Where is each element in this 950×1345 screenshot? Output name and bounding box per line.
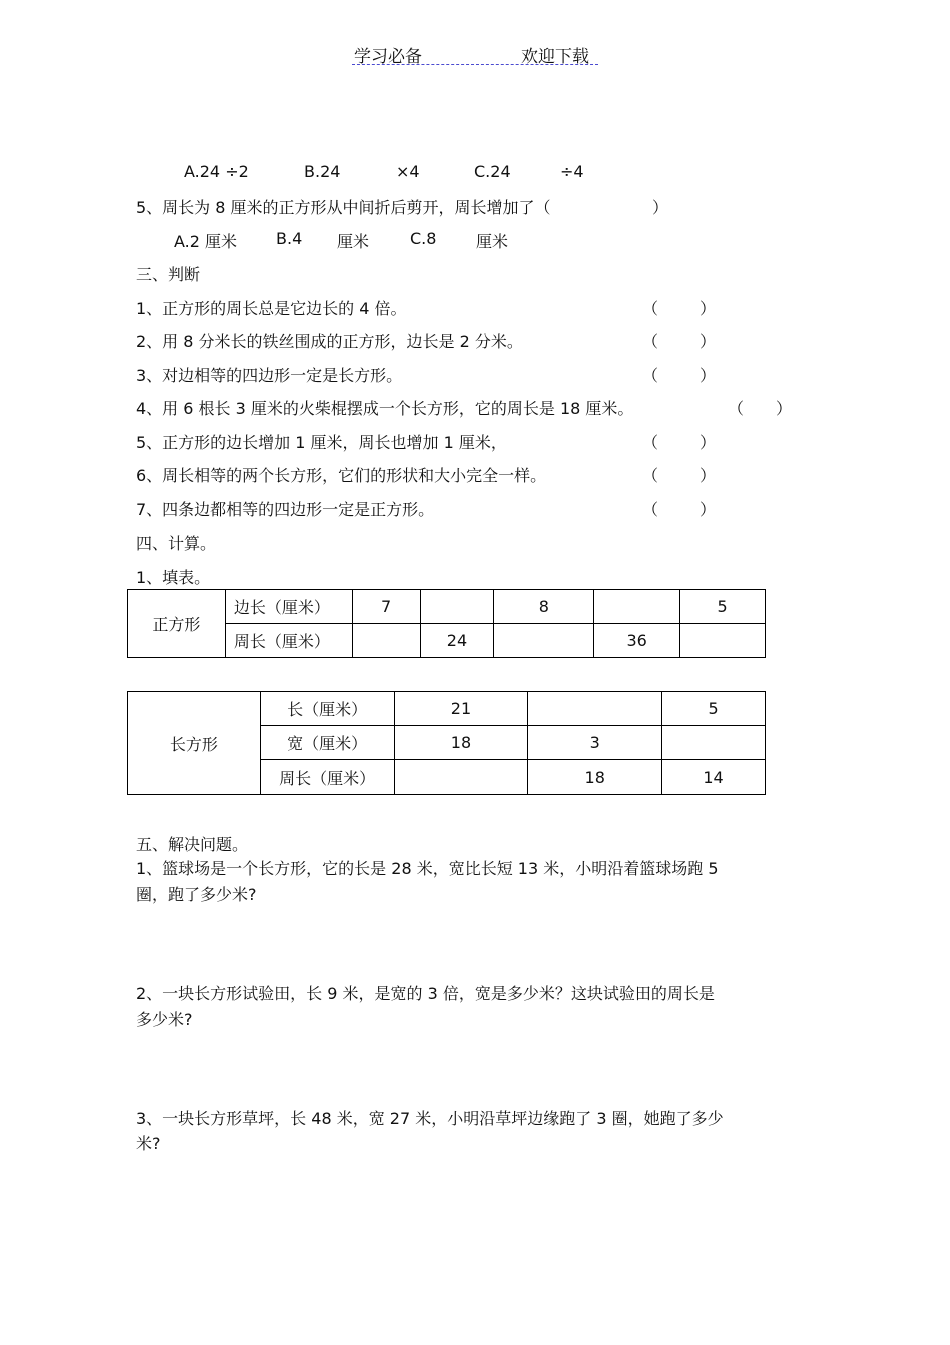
section4-sub1: 1、填表。 [136, 568, 211, 587]
judge-paren-open: （ [642, 299, 659, 318]
problem-1-line2: 圈，跑了多少米? [136, 885, 257, 904]
judge-paren-open: （ [642, 433, 659, 452]
judge-paren-open: （ [728, 399, 745, 418]
row-header: 周长（厘米） [225, 624, 352, 658]
table-row [128, 590, 766, 624]
problem-3-line1: 3、一块长方形草坪，长 48 米，宽 27 米，小明沿草坪边缘跑了 3 圈，她跑了多少 [136, 1109, 724, 1128]
table-cell [420, 590, 494, 624]
problem-2-line1: 2、一块长方形试验田，长 9 米，是宽的 3 倍，宽是多少米？这块试验田的周长是 [136, 984, 715, 1003]
q5-option-b: B.4 [276, 229, 303, 248]
judge-item-1: 1、正方形的周长总是它边长的 4 倍。 [136, 299, 407, 318]
judge-item-5: 5、正方形的边长增加 1 厘米，周长也增加 1 厘米， [136, 433, 507, 452]
table-cell [528, 692, 662, 726]
problem-1-line1: 1、篮球场是一个长方形，它的长是 28 米，宽比长短 13 米，小明沿着篮球场跑 5 [136, 859, 719, 878]
table-cell: 18 [528, 760, 662, 795]
row-header: 边长（厘米） [225, 590, 352, 624]
judge-paren-open: （ [642, 332, 659, 351]
rectangle-table [127, 691, 766, 795]
q5-option-a: A.2 厘米 [174, 232, 238, 251]
table-cell: 21 [394, 692, 528, 726]
table-cell: 3 [528, 726, 662, 760]
problem-3-line2: 米? [136, 1134, 161, 1153]
square-table [127, 589, 766, 658]
judge-paren-close: ） [700, 299, 717, 318]
row-header: 长（厘米） [260, 692, 394, 726]
q4-option-b: B.24 [304, 162, 341, 181]
judge-item-7: 7、四条边都相等的四边形一定是正方形。 [136, 500, 435, 519]
table-cell: 5 [680, 590, 766, 624]
table-cell [394, 760, 528, 795]
header-right-text: 欢迎下载 [521, 47, 589, 67]
table-cell [680, 624, 766, 658]
judge-item-3: 3、对边相等的四边形一定是长方形。 [136, 366, 403, 385]
rectangle-table-label: 长方形 [128, 692, 261, 795]
judge-paren-open: （ [642, 466, 659, 485]
table-cell: 8 [494, 590, 594, 624]
q5-paren-close: ） [652, 198, 669, 217]
table-row [128, 692, 766, 726]
judge-paren-open: （ [642, 366, 659, 385]
judge-paren-open: （ [642, 500, 659, 519]
square-table-label: 正方形 [128, 590, 226, 658]
table-cell: 7 [352, 590, 420, 624]
table-cell: 18 [394, 726, 528, 760]
judge-paren-close: ） [700, 433, 717, 452]
table-cell: 14 [662, 760, 766, 795]
judge-item-6: 6、周长相等的两个长方形，它们的形状和大小完全一样。 [136, 466, 547, 485]
table-cell: 24 [420, 624, 494, 658]
section4-title: 四、计算。 [136, 534, 217, 553]
table-cell: 36 [594, 624, 680, 658]
header-left-text: 学习必备 [354, 47, 422, 67]
section5-title: 五、解决问题。 [136, 835, 249, 854]
q5-option-b-unit: 厘米 [337, 232, 370, 251]
row-header: 周长（厘米） [260, 760, 394, 795]
table-cell [494, 624, 594, 658]
judge-paren-close: ） [776, 399, 793, 418]
q4-option-b-operator: ×4 [396, 162, 420, 181]
judge-item-4: 4、用 6 根长 3 厘米的火柴棍摆成一个长方形，它的周长是 18 厘米。 [136, 399, 634, 418]
q4-option-a: A.24 ÷2 [184, 162, 249, 181]
judge-paren-close: ） [700, 332, 717, 351]
q5-option-c-unit: 厘米 [476, 232, 509, 251]
q4-option-c-operator: ÷4 [560, 162, 584, 181]
judge-item-2: 2、用 8 分米长的铁丝围成的正方形，边长是 2 分米。 [136, 332, 523, 351]
header-dashed-underline [352, 64, 598, 65]
section3-title: 三、判断 [136, 265, 201, 284]
row-header: 宽（厘米） [260, 726, 394, 760]
q5-text: 5、周长为 8 厘米的正方形从中间折后剪开，周长增加了（ [136, 198, 551, 217]
judge-paren-close: ） [700, 466, 717, 485]
table-cell [594, 590, 680, 624]
q4-option-c: C.24 [474, 162, 511, 181]
table-cell: 5 [662, 692, 766, 726]
problem-2-line2: 多少米? [136, 1010, 193, 1029]
table-cell [662, 726, 766, 760]
judge-paren-close: ） [700, 366, 717, 385]
judge-paren-close: ） [700, 500, 717, 519]
table-cell [352, 624, 420, 658]
q5-option-c: C.8 [410, 229, 437, 248]
